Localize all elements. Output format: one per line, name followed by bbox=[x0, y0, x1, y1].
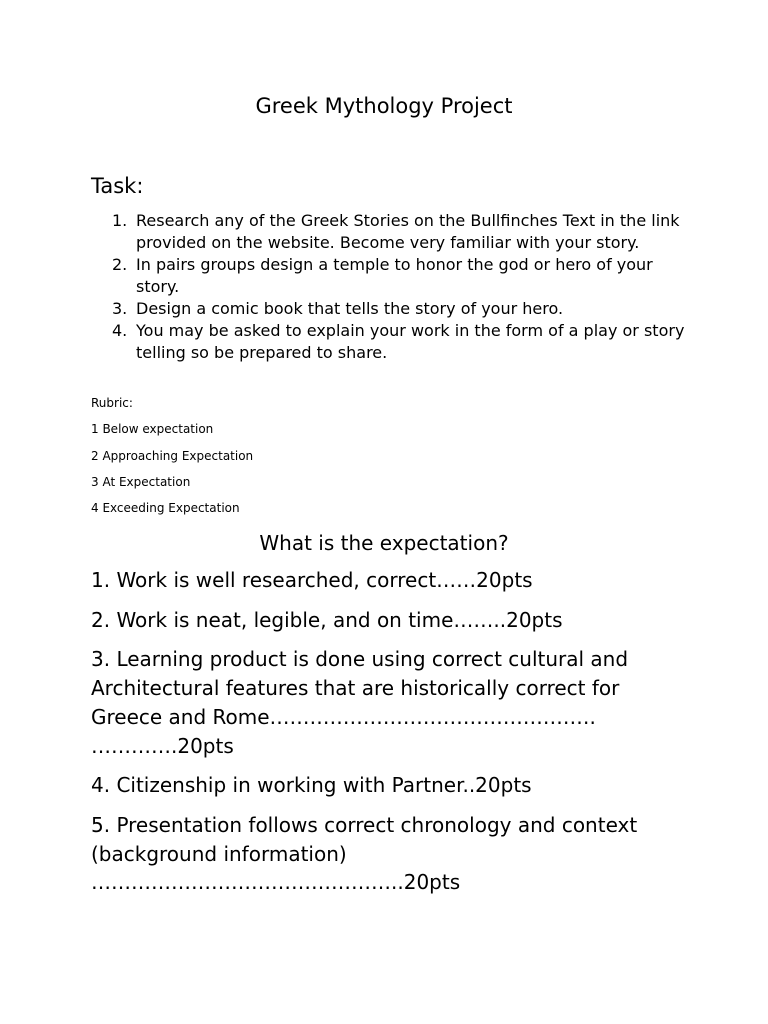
document-title: Greek Mythology Project bbox=[255, 94, 513, 118]
criterion-item: 2. Work is neat, legible, and on time……..20pts bbox=[91, 607, 563, 632]
criterion-item: 3. Learning product is done using correct cultural and Architectural features that are historically correct for Greece and Rome…………………………………………. ………….20pts bbox=[91, 647, 629, 758]
task-number: 4. bbox=[112, 321, 128, 340]
task-text: In pairs groups design a temple to honor the god or hero of your story. bbox=[136, 255, 653, 296]
task-text: Research any of the Greek Stories on the Bullfinches Text in the link provided on the website. Become very familiar with your story. bbox=[136, 211, 680, 252]
rubric-level: 1 Below expectation bbox=[91, 422, 214, 437]
rubric-level: 2 Approaching Expectation bbox=[91, 448, 254, 463]
task-number: 1. bbox=[112, 211, 128, 230]
rubric-heading: Rubric: bbox=[91, 396, 133, 410]
task-number: 2. bbox=[112, 255, 128, 274]
criterion-item: 1. Work is well researched, correct……20pts bbox=[91, 568, 533, 592]
expectation-heading: What is the expectation? bbox=[259, 531, 509, 555]
task-list bbox=[112, 210, 692, 364]
task-item bbox=[112, 210, 692, 254]
task-number: 3. bbox=[112, 299, 128, 318]
rubric-level: 3 At Expectation bbox=[91, 474, 191, 489]
task-text: You may be asked to explain your work in the form of a play or story telling so be prepared to share. bbox=[136, 321, 685, 362]
rubric-section bbox=[91, 394, 253, 525]
task-heading: Task: bbox=[91, 174, 144, 198]
criteria-list bbox=[91, 566, 681, 908]
task-item bbox=[112, 320, 692, 364]
rubric-level: 4 Exceeding Expectation bbox=[91, 501, 240, 516]
task-item bbox=[112, 298, 692, 320]
task-item bbox=[112, 254, 692, 298]
criterion-item: 5. Presentation follows correct chronology and context (background information) ………………………………………..20pts bbox=[91, 812, 638, 895]
task-text: Design a comic book that tells the story of your hero. bbox=[136, 299, 564, 318]
criterion-item: 4. Citizenship in working with Partner..20pts bbox=[91, 773, 532, 798]
